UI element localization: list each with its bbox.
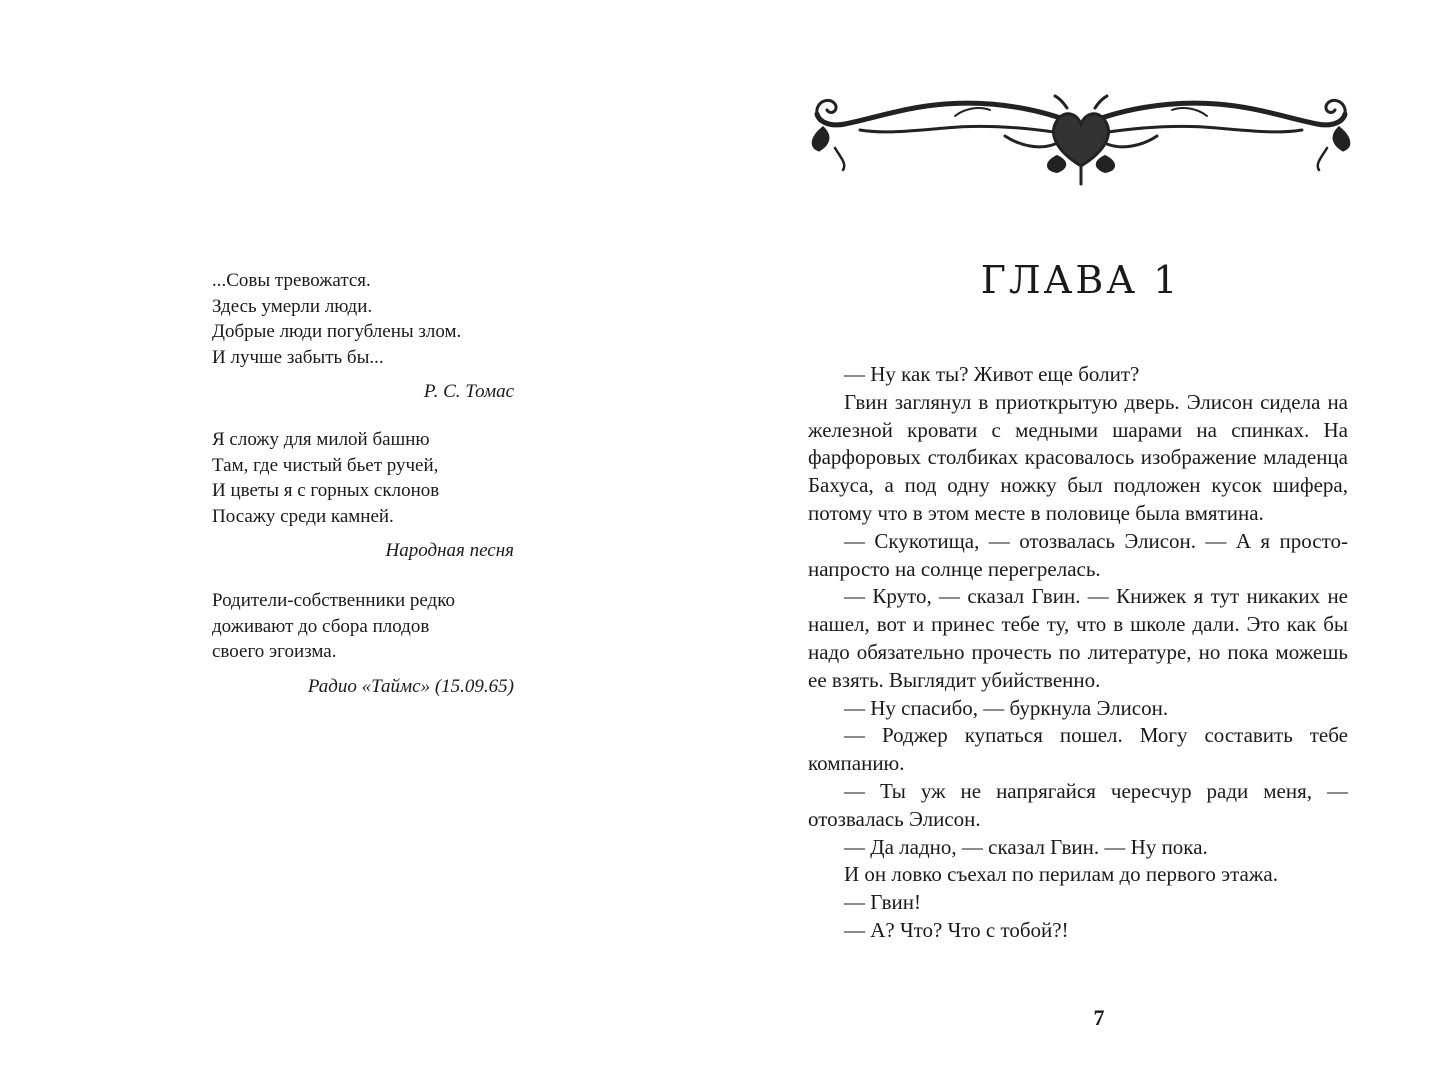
body-paragraph: — Круто, — сказал Гвин. — Книжек я тут никаких не нашел, вот и принес тебе ту, что в школе дали. Это как бы надо обязательно прочесть по литературе, но пока можешь ее взять. Выглядит убийственно. — [808, 584, 1348, 692]
page-number: 7 — [1093, 1005, 1105, 1030]
epigraph-1 — [212, 268, 514, 405]
body-paragraph: — Гвин! — [844, 890, 921, 915]
epigraph-attribution: Народная песня — [385, 540, 514, 561]
floral-vignette-icon — [805, 88, 1357, 186]
right-page — [720, 0, 1441, 1080]
chapter-title: ГЛАВА 1 — [980, 258, 1181, 302]
body-paragraph: — Ты уж не напрягайся чересчур ради меня, — отозвалась Элисон. — [808, 778, 1348, 831]
body-paragraph: — Ну спасибо, — буркнула Элисон. — [844, 695, 1169, 720]
epigraph-line: Там, где чистый бьет ручей, — [212, 454, 439, 476]
chapter-body — [808, 361, 1348, 945]
body-paragraph: — Да ладно, — сказал Гвин. — Ну пока. — [844, 834, 1208, 859]
epigraph-line: И цветы я с горных склонов — [212, 480, 440, 501]
body-paragraph: Гвин заглянул в приоткрытую дверь. Элисон сидела на железной кровати с медными шарами на спинках. На фарфоровых столбиках красовалось изображение младенца Бахуса, а под одну ножку был подложен кусок шифера, потому что в этом месте в половице была вмятина. — [808, 389, 1348, 525]
epigraph-line: Добрые люди погублены злом. — [212, 321, 462, 342]
body-paragraph: — Ну как ты? Живот еще болит? — [844, 362, 1140, 386]
epigraph-line: Родители-собственники редко — [212, 590, 455, 611]
body-paragraph: — Скукотища, — отозвалась Элисон. — А я просто-напросто на солнце перегрелась. — [808, 528, 1348, 581]
epigraph-line: И лучше забыть бы... — [212, 346, 384, 368]
epigraph-line: Посажу среди камней. — [212, 505, 394, 527]
epigraph-3 — [212, 588, 514, 699]
epigraph-line: Я сложу для милой башню — [212, 429, 430, 450]
body-paragraph: — А? Что? Что с тобой?! — [844, 917, 1069, 942]
left-page — [0, 0, 720, 1080]
epigraph-attribution: Радио «Таймс» (15.09.65) — [307, 675, 514, 697]
epigraph-line: доживают до сбора плодов — [212, 615, 430, 637]
body-paragraph: И он ловко съехал по перилам до первого этажа. — [844, 862, 1278, 887]
epigraph-attribution: Р. С. Томас — [423, 381, 514, 402]
epigraph-line: своего эгоизма. — [212, 641, 337, 662]
body-paragraph: — Роджер купаться пошел. Могу составить тебе компанию. — [808, 723, 1348, 776]
epigraph-2 — [212, 427, 514, 564]
epigraph-line: ...Совы тревожатся. — [212, 270, 371, 291]
epigraph-line: Здесь умерли люди. — [212, 295, 373, 317]
